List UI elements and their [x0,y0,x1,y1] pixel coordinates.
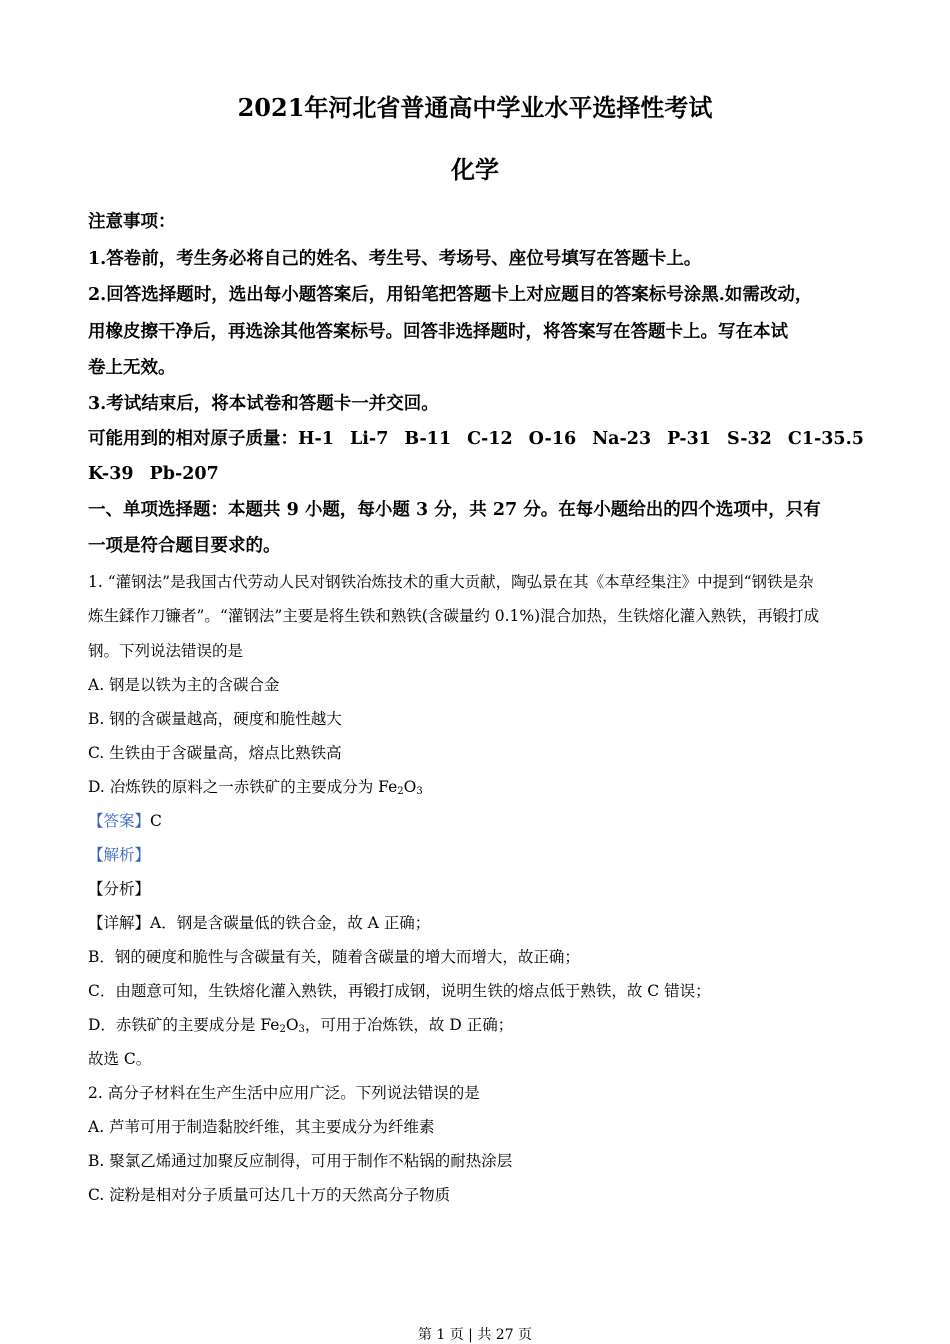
answer-line [88,804,868,838]
atomic-mass: B-11 [404,428,452,449]
answer-value: C [150,812,162,830]
subscript: 3 [416,786,423,797]
question-1-stem-c: 钢。下列说法错误的是 [88,641,244,660]
atomic-mass: S-32 [726,428,772,449]
question-2-stem: 2. 高分子材料在生产生活中应用广泛。下列说法错误的是 [88,1084,480,1102]
question-1-option-c: C. 生铁由于含碳量高，熔点比熟铁高 [88,744,342,762]
detail-line-a [88,906,868,940]
detail-tag: 【详解】 [88,914,151,932]
detail-line-b: B．钢的硬度和脆性与含碳量有关，随着含碳量的增大而增大，故正确； [88,948,580,966]
question-2-option-b: B. 聚氯乙烯通过加聚反应制得，可用于制作不粘锅的耐热涂层 [88,1152,513,1170]
question-1-option-a: A. 钢是以铁为主的含碳合金 [88,676,280,694]
section-heading-a: 一、单项选择题：本题共 9 小题，每小题 3 分，共 27 分。在每小题给出的四个选项中，只有 [88,499,821,520]
detail-line-d [88,1008,868,1042]
atomic-mass: C-12 [467,428,513,449]
atomic-mass: C1-35.5 [787,428,864,449]
question-1-stem-b: 炼生鍒作刀镰者”。“灌钢法”主要是将生铁和熟铁(含碳量约 0.1%)混合加热，生铁熔化灌入熟铁，再锻打成 [88,607,820,625]
fenxi-tag: 【分析】 [88,880,151,898]
question-1 [88,565,868,1077]
page-footer: 第 1 页 | 共 27 页 [417,1327,533,1343]
exam-title: 2021年河北省普通高中学业水平选择性考试 [237,93,713,122]
detail-text: D．赤铁矿的主要成分是 Fe [88,1016,280,1034]
notice-item-2b: 用橡皮擦干净后，再选涂其他答案标号。回答非选择题时，将答案写在答题卡上。写在本试 [88,321,788,342]
subscript: 2 [397,786,404,797]
subject-title: 化学 [451,155,499,184]
atomic-masses-line-2 [88,457,868,492]
notice-item-3: 3.考试结束后，将本试卷和答题卡一并交回。 [88,393,439,414]
option-d-text: D. 冶炼铁的原料之一赤铁矿的主要成分为 Fe [88,778,398,796]
detail-text: O [285,1016,299,1034]
notice-item-2a: 2.回答选择题时，选出每小题答案后，用铅笔把答题卡上对应题目的答案标号涂黑.如需改动， [88,285,813,305]
question-1-stem-a: 1. “灌钢法”是我国古代劳动人民对钢铁冶炼技术的重大贡献，陶弘景在其《本草经集注》中提到“钢铁是杂 [88,572,814,591]
notice-section [88,204,868,565]
atomic-mass: Na-23 [592,428,652,449]
analysis-tag: 【解析】 [88,846,151,864]
atomic-mass: Li-7 [349,428,389,449]
question-2-option-c: C. 淀粉是相对分子质量可达几十万的天然高分子物质 [88,1186,451,1204]
atomic-mass: K-39 [88,463,134,484]
atomic-masses-label: 可能用到的相对原子质量： [88,428,298,449]
option-d-text: O [403,778,417,796]
notice-item-1: 1.答卷前，考生务必将自己的姓名、考生号、考场号、座位号填写在答题卡上。 [88,248,702,269]
notice-heading: 注意事项： [88,212,176,232]
detail-text: A．钢是含碳量低的铁合金，故 A 正确； [150,914,431,932]
atomic-masses-line-1 [88,422,868,457]
exam-content [88,204,868,1212]
answer-tag: 【答案】 [88,812,151,830]
atomic-mass: H-1 [298,428,334,449]
question-2 [88,1076,868,1212]
conclusion-line: 故选 C。 [88,1050,152,1068]
question-2-option-a: A. 芦苇可用于制造黏胶纤维，其主要成分为纤维素 [88,1118,435,1136]
detail-text: ，可用于冶炼铁，故 D 正确； [304,1016,514,1034]
atomic-mass: O-16 [528,428,577,449]
subscript: 3 [298,1024,305,1035]
question-1-option-b: B. 钢的含碳量越高，硬度和脆性越大 [88,710,342,728]
section-heading-b: 一项是符合题目要求的。 [88,536,281,556]
subscript: 2 [279,1024,286,1035]
question-1-option-d [88,770,868,804]
atomic-mass: Pb-207 [149,463,219,484]
atomic-mass: P-31 [667,428,711,449]
detail-line-c: C．由题意可知，生铁熔化灌入熟铁，再锻打成钢，说明生铁的熔点低于熟铁，故 C 错误； [88,982,711,1000]
notice-item-2c: 卷上无效。 [88,358,176,378]
